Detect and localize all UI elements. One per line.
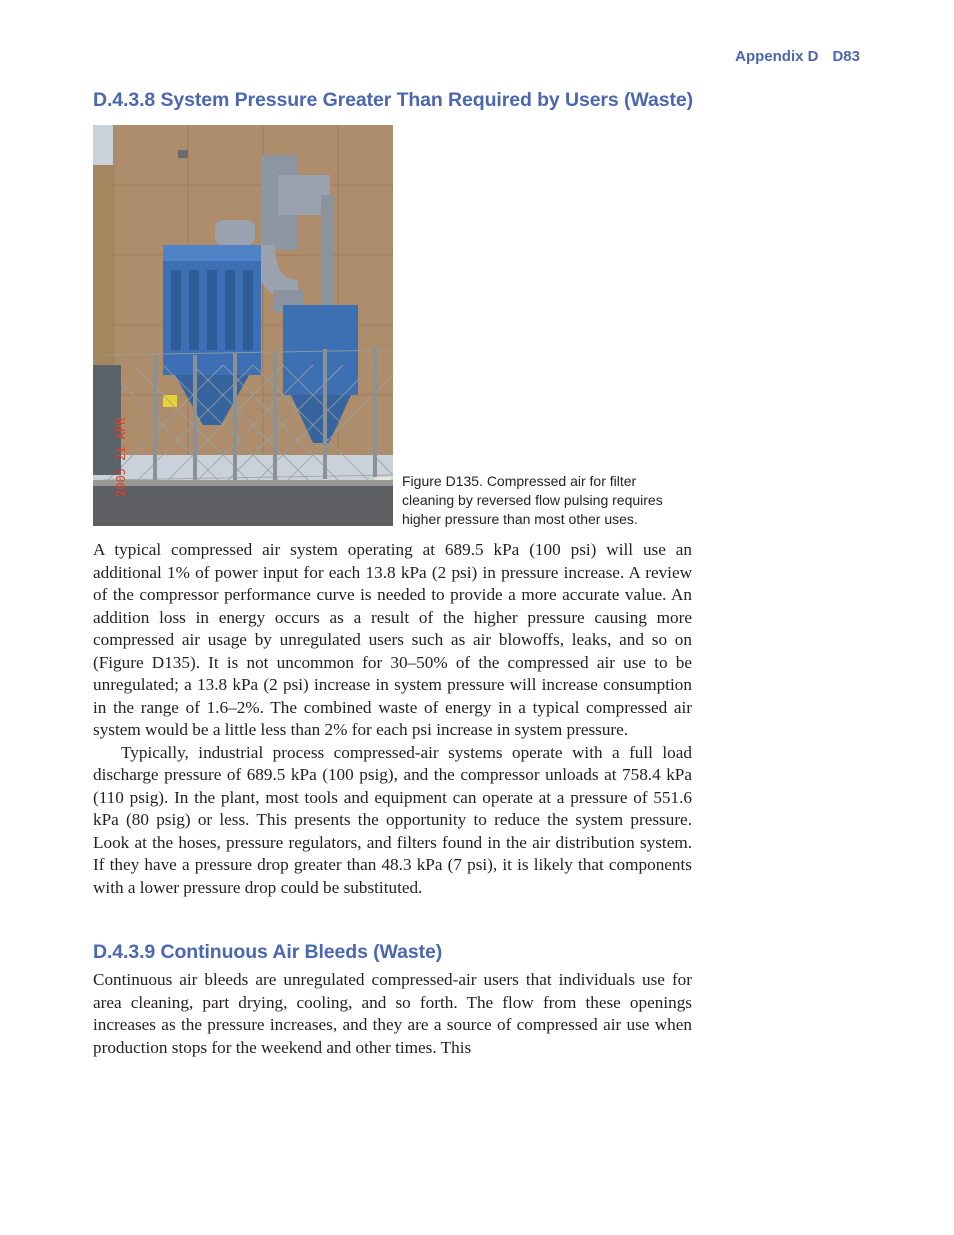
section-839-body <box>93 969 692 1059</box>
figure-caption: Figure D135. Compressed air for filter cleaning by reversed flow pulsing requires higher pressure than most other uses. <box>402 473 663 527</box>
running-title: Appendix D <box>735 48 819 65</box>
running-head <box>735 48 860 65</box>
paragraph: Typically, industrial process compressed-air systems operate with a full load discharge pressure of 689.5 kPa (100 psig), and the compressor unloads at 758.4 kPa (110 psig). In the plant, most tools and equipment can operate at a pressure of 551.6 kPa (80 psig) or less. This presents the opportunity to reduce the system pressure. Look at the hoses, pressure regulators, and filters found in the air distribution system. If they have a pressure drop greater than 48.3 kPa (7 psi), it is likely that components with a lower pressure drop could be substituted. <box>93 742 692 897</box>
paragraph: Continuous air bleeds are unregulated compressed-air users that individuals use for area cleaning, part drying, cooling, and so forth. The flow from these openings increases as the pressure increases, and they are a source of compressed air use when production stops for the weekend and other times. This <box>93 970 692 1057</box>
photo-date-stamp: 2005 21 APR <box>114 417 128 497</box>
section-838-body <box>93 539 692 899</box>
paragraph: A typical compressed air system operating at 689.5 kPa (100 psi) will use an additional 1% of power input for each 13.8 kPa (2 psi) in pressure increase. A review of the compressor performance curve is needed to provide a more accurate value. An addition loss in energy occurs as a result of the higher pressure causing more compressed air usage by unregulated users such as air blowoffs, leaks, and so on (Figure D135). It is not uncommon for 30–50% of the compressed air use to be unregulated; a 13.8 kPa (2 psi) increase in system pressure will increase consumption in the range of 1.6–2%. The combined waste of energy in a typical compressed air system would be a little less than 2% for each psi increase in system pressure. <box>93 540 692 739</box>
page-number: D83 <box>832 48 860 65</box>
section-heading-d4-3-9: D.4.3.9 Continuous Air Bleeds (Waste) <box>93 941 443 963</box>
figure-photo-dust-collector <box>93 125 393 526</box>
section-heading-d4-3-8: D.4.3.8 System Pressure Greater Than Required by Users (Waste) <box>93 89 693 111</box>
